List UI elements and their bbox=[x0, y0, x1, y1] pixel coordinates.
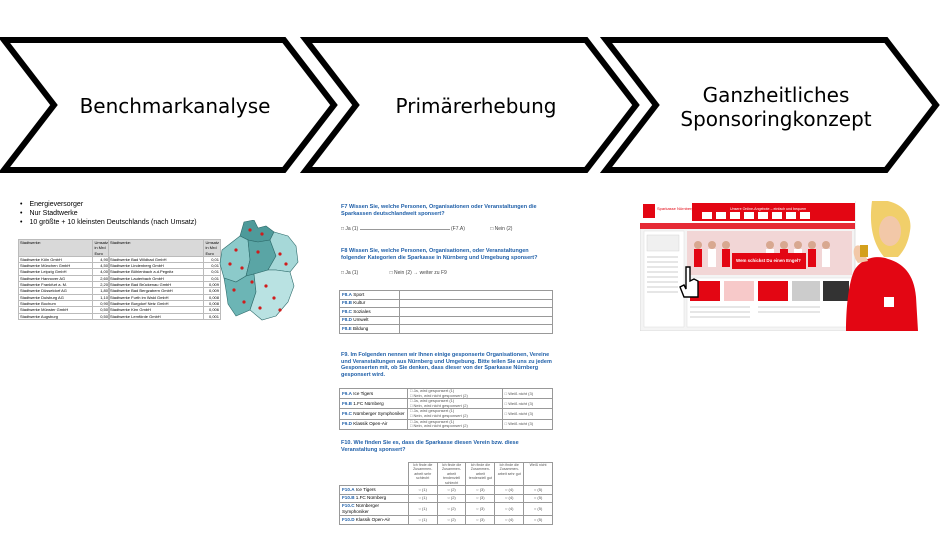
revenue-cell: 0,001 bbox=[204, 313, 221, 319]
revenue-cell: 1,10 bbox=[93, 294, 110, 300]
utility-name-cell: Stadtwerke Bad Bergzabern GmbH bbox=[109, 288, 204, 294]
f10-item-cell bbox=[340, 494, 409, 503]
f7-answer-line[interactable] bbox=[360, 229, 450, 230]
f9-no-option[interactable]: □ Nein, wird nicht gesponsert (2) bbox=[410, 412, 468, 418]
table-row bbox=[340, 516, 553, 525]
utility-name-cell: Stadtwerke Burgdorf Netz GmbH bbox=[109, 300, 204, 306]
f9-sponsor-table bbox=[339, 388, 553, 430]
chevron-label-1-line-1: Benchmarkanalyse bbox=[79, 94, 271, 118]
chevron-label-2-line-1: Primärerhebung bbox=[395, 94, 557, 118]
f9-no-option[interactable]: □ Nein, wird nicht gesponsert (2) bbox=[410, 423, 468, 429]
utility-name-cell: Stadtwerke Bochum bbox=[19, 300, 93, 306]
utility-name-cell: Stadtwerke Bad Brückenau GmbH bbox=[109, 282, 204, 288]
f10-rating-radio[interactable]: ○ (3) bbox=[466, 486, 495, 495]
f10-rating-radio[interactable]: ○ (1) bbox=[408, 516, 437, 525]
f8-code: F8.A bbox=[342, 291, 352, 297]
f9-code: F9.A bbox=[342, 390, 352, 396]
f9-dont-know-option[interactable]: □ Weiß nicht (3) bbox=[502, 409, 552, 419]
f10-rating-radio[interactable]: ○ (5) bbox=[524, 516, 553, 525]
f10-item-cell bbox=[340, 503, 409, 516]
content-teasers bbox=[690, 281, 849, 301]
hero-headline: Wem schickst Du einen Engel? bbox=[736, 258, 801, 263]
germany-map-west bbox=[220, 236, 250, 282]
table-row bbox=[340, 486, 553, 495]
utility-name-cell: Stadtwerke Frankfurt a. M. bbox=[19, 282, 93, 288]
revenue-cell: 0,50 bbox=[93, 313, 110, 319]
utility-name-cell: Stadtwerke Düsseldorf AG bbox=[19, 288, 93, 294]
utility-name-cell: Stadtwerke Lindenberg GmbH bbox=[109, 263, 204, 269]
chevron-label-3 bbox=[666, 83, 886, 131]
table-header: Stadtwerke: bbox=[109, 240, 204, 257]
table-header: Ich finde die Zusammen-arbeit sehr schlecht bbox=[408, 463, 437, 486]
f10-item-label: 1.FC Nürnberg bbox=[355, 495, 387, 501]
f9-sponsor-label: 1.FC Nürnberg bbox=[353, 400, 384, 406]
sparkasse-website-screenshot bbox=[640, 201, 920, 331]
question-f8: F8 Wissen Sie, welche Personen, Organisationen, oder Veranstaltungen folgender Kategorien die Sparkasse in Nürnberg und Umgebung sponsert? bbox=[341, 248, 538, 261]
f7-code: (F7.A) bbox=[450, 226, 465, 232]
question-f9: F9. Im Folgenden nennen wir Ihnen einige gesponserte Organisationen, Vereine und Veranstaltungen aus Nürnberg und Umgebung. Bitte teilen Sie uns zu jedem Gesponserten mit, ob Sie denken, dass dieser von der Sparkasse Nürnberg gesponsert wird. bbox=[341, 352, 552, 378]
revenue-cell: 0,01 bbox=[204, 275, 221, 281]
f7-yes-option[interactable]: □ Ja (1) bbox=[341, 226, 359, 232]
f8-answer-cell[interactable] bbox=[400, 325, 553, 334]
f9-dont-know-option[interactable]: □ Weiß nicht (3) bbox=[502, 389, 552, 399]
chevron-label-1 bbox=[70, 94, 280, 118]
logo-box bbox=[643, 204, 655, 218]
f10-rating-radio[interactable]: ○ (4) bbox=[495, 494, 524, 503]
table-row bbox=[340, 389, 553, 399]
utility-name-cell: Stadtwerke Hannover AG bbox=[19, 275, 93, 281]
chevron-label-3-line-1: Ganzheitliches bbox=[702, 83, 850, 107]
website-thumbnail bbox=[640, 201, 920, 331]
f8-category-cell bbox=[340, 316, 400, 325]
revenue-cell: 4,00 bbox=[93, 269, 110, 275]
f8-category-label: Kultur bbox=[353, 300, 366, 306]
question-f10: F10. Wie finden Sie es, dass die Sparkasse diesen Verein bzw. diese Veranstaltung sponsert? bbox=[341, 440, 519, 453]
revenue-cell: 4,50 bbox=[93, 263, 110, 269]
largest-utilities-table bbox=[18, 239, 110, 320]
f10-rating-radio[interactable]: ○ (2) bbox=[437, 503, 466, 516]
f8-answer-cell[interactable] bbox=[400, 308, 553, 317]
f9-sponsor-cell bbox=[340, 419, 408, 429]
banner-text: Unsere Online-Angebote – einfach und bequem bbox=[730, 207, 807, 211]
f9-dont-know-option[interactable]: □ Weiß nicht (3) bbox=[502, 399, 552, 409]
f9-yes-no-cell bbox=[408, 389, 503, 399]
table-header: Ich finde die Zusammen-arbeit tendenziell gut bbox=[466, 463, 495, 486]
revenue-cell: 0,50 bbox=[93, 307, 110, 313]
f10-rating-radio[interactable]: ○ (4) bbox=[495, 503, 524, 516]
f10-code: F10.B bbox=[342, 495, 355, 501]
revenue-cell: 0,01 bbox=[204, 269, 221, 275]
table-header-row bbox=[19, 240, 110, 257]
f9-sponsor-label: Ice Tigers bbox=[353, 390, 374, 396]
angel-woman-figure bbox=[846, 201, 918, 331]
table-row bbox=[340, 316, 553, 325]
utility-name-cell: Stadtwerke Duisburg AG bbox=[19, 294, 93, 300]
f10-rating-radio[interactable]: ○ (4) bbox=[495, 516, 524, 525]
revenue-cell: 0,008 bbox=[204, 300, 221, 306]
f8-code: F8.D bbox=[342, 317, 352, 323]
f9-no-option[interactable]: □ Nein, wird nicht gesponsert (2) bbox=[410, 392, 468, 398]
f8-code: F8.B bbox=[342, 300, 352, 306]
process-chevrons bbox=[0, 0, 944, 180]
f10-rating-radio[interactable]: ○ (5) bbox=[524, 486, 553, 495]
utility-name-cell: Stadtwerke Leipzig GmbH bbox=[19, 269, 93, 275]
f9-code: F9.D bbox=[342, 421, 352, 427]
f9-sponsor-cell bbox=[340, 389, 408, 399]
f10-item-label: Nürnberger Symphoniker bbox=[342, 503, 380, 515]
f10-rating-radio[interactable]: ○ (5) bbox=[524, 494, 553, 503]
benchmark-bullets bbox=[20, 200, 197, 227]
f10-code: F10.D bbox=[342, 516, 355, 522]
f10-rating-radio[interactable]: ○ (2) bbox=[437, 494, 466, 503]
chevron-label-2 bbox=[370, 94, 582, 118]
utility-name-cell: Stadtwerke Augsburg bbox=[19, 313, 93, 319]
table-row bbox=[340, 503, 553, 516]
f9-yes-no-cell bbox=[408, 409, 503, 419]
utility-name-cell: Stadtwerke München GmbH bbox=[19, 263, 93, 269]
f9-yes-option[interactable]: □ Ja, wird gesponsert (1) bbox=[410, 418, 455, 424]
utility-name-cell: Stadtwerke Kirn GmbH bbox=[109, 307, 204, 313]
revenue-cell: 0,90 bbox=[93, 300, 110, 306]
f7-answer-row bbox=[341, 226, 512, 232]
f8-yes-option[interactable]: □ Ja (1) bbox=[341, 270, 359, 276]
f10-rating-radio[interactable]: ○ (3) bbox=[466, 516, 495, 525]
f10-rating-radio[interactable]: ○ (1) bbox=[408, 494, 437, 503]
table-row bbox=[340, 399, 553, 409]
f10-item-label: Ice Tigers bbox=[355, 486, 376, 492]
f8-answer-cell[interactable] bbox=[400, 299, 553, 308]
table-row bbox=[340, 409, 553, 419]
chevron-label-3-line-2: Sponsoringkonzept bbox=[680, 107, 872, 131]
table-row bbox=[340, 419, 553, 429]
f8-answer-cell[interactable] bbox=[400, 291, 553, 300]
f9-sponsor-label: Klassik Open-Air bbox=[353, 421, 388, 427]
revenue-cell: 0,009 bbox=[204, 288, 221, 294]
f9-sponsor-cell bbox=[340, 409, 408, 419]
nav-strip bbox=[640, 223, 855, 229]
table-header-row bbox=[109, 240, 221, 257]
f8-answer-row bbox=[341, 270, 447, 276]
benchmark-panel bbox=[14, 200, 304, 340]
login-box bbox=[647, 235, 679, 251]
table-header: Ich finde die Zusammen-arbeit sehr gut bbox=[495, 463, 524, 486]
germany-map-image bbox=[214, 220, 302, 326]
utility-name-cell: Stadtwerke Lemförde GmbH bbox=[109, 313, 204, 319]
table-row bbox=[340, 299, 553, 308]
f8-category-table bbox=[339, 290, 553, 334]
f9-yes-option[interactable]: □ Ja, wird gesponsert (1) bbox=[410, 398, 455, 404]
utility-name-cell: Stadtwerke Furth im Wald GmbH bbox=[109, 294, 204, 300]
f10-code: F10.C bbox=[342, 503, 355, 509]
germany-map-south-east bbox=[250, 270, 294, 320]
f8-category-cell bbox=[340, 308, 400, 317]
table-row bbox=[340, 291, 553, 300]
revenue-cell: 0,01 bbox=[204, 263, 221, 269]
f8-answer-cell[interactable] bbox=[400, 316, 553, 325]
f9-code: F9.C bbox=[342, 410, 352, 416]
f8-code: F8.C bbox=[342, 308, 352, 314]
table-header: Umsatz in Mrd Euro bbox=[94, 240, 108, 256]
f8-category-label: Bildung bbox=[352, 325, 369, 331]
revenue-cell: 0,006 bbox=[204, 307, 221, 313]
table-row bbox=[109, 313, 221, 319]
smallest-utilities-table bbox=[108, 239, 221, 320]
f10-rating-radio[interactable]: ○ (5) bbox=[524, 503, 553, 516]
f9-yes-option[interactable]: □ Ja, wird gesponsert (1) bbox=[410, 388, 455, 393]
revenue-cell: 0,009 bbox=[204, 282, 221, 288]
f10-code: F10.A bbox=[342, 486, 355, 492]
table-row bbox=[19, 313, 110, 319]
utility-name-cell: Stadtwerke Münster GmbH bbox=[19, 307, 93, 313]
brand-text: Sparkasse Nürnberg bbox=[657, 206, 694, 211]
f10-rating-radio[interactable]: ○ (3) bbox=[466, 503, 495, 516]
utility-name-cell: Stadtwerke Bad Wildbad GmbH bbox=[109, 256, 204, 262]
f8-category-label: Sport bbox=[353, 291, 365, 297]
f9-code: F9.B bbox=[342, 400, 352, 406]
revenue-cell: 0,008 bbox=[204, 294, 221, 300]
revenue-cell: 2,20 bbox=[93, 282, 110, 288]
revenue-cell: 4,90 bbox=[93, 256, 110, 262]
utility-name-cell: Stadtwerke Lauterbach GmbH bbox=[109, 275, 204, 281]
utility-name-cell: Stadtwerke Köln GmbH bbox=[19, 256, 93, 262]
revenue-cell: 2,60 bbox=[93, 275, 110, 281]
f8-category-cell bbox=[340, 291, 400, 300]
f10-item-cell bbox=[340, 486, 409, 495]
revenue-cell: 1,80 bbox=[93, 288, 110, 294]
f10-item-label: Klassik Open-Air bbox=[355, 516, 391, 522]
f10-rating-radio[interactable]: ○ (2) bbox=[437, 486, 466, 495]
bullet-item: • Nur Stadtwerke bbox=[20, 209, 197, 218]
revenue-cell: 0,01 bbox=[204, 256, 221, 262]
f8-category-cell bbox=[340, 325, 400, 334]
f8-category-cell bbox=[340, 299, 400, 308]
bullet-item: • 10 größte + 10 kleinsten Deutschlands (nach Umsatz) bbox=[20, 218, 197, 227]
f9-yes-no-cell bbox=[408, 419, 503, 429]
f10-item-cell bbox=[340, 516, 409, 525]
f7-no-option[interactable]: □ Nein (2) bbox=[490, 226, 513, 232]
table-header: Stadtwerke: bbox=[19, 240, 93, 257]
f9-yes-option[interactable]: □ Ja, wird gesponsert (1) bbox=[410, 408, 455, 414]
f8-code: F8.E bbox=[342, 325, 352, 331]
f8-no-option[interactable]: □ Nein (2) → weiter zu F9 bbox=[389, 270, 447, 276]
f10-rating-radio[interactable]: ○ (1) bbox=[408, 486, 437, 495]
table-header-row bbox=[340, 463, 553, 486]
table-header: Weiß nicht bbox=[524, 463, 553, 486]
f10-rating-radio[interactable]: ○ (2) bbox=[437, 516, 466, 525]
table-row bbox=[340, 494, 553, 503]
f8-category-label: Soziales bbox=[353, 308, 371, 314]
f10-rating-radio[interactable]: ○ (1) bbox=[408, 503, 437, 516]
f8-category-label: Umwelt bbox=[353, 317, 369, 323]
f10-rating-radio[interactable]: ○ (3) bbox=[466, 494, 495, 503]
bullet-item: • Energieversorger bbox=[20, 200, 197, 209]
f10-rating-radio[interactable]: ○ (4) bbox=[495, 486, 524, 495]
table-header: Ich finde die Zusammen-arbeit tendenziell schlecht bbox=[437, 463, 466, 486]
f10-rating-table bbox=[339, 462, 553, 525]
utility-name-cell: Stadtwerke Böhlenbach a.d.Pegnitz bbox=[109, 269, 204, 275]
f9-yes-no-cell bbox=[408, 399, 503, 409]
f9-no-option[interactable]: □ Nein, wird nicht gesponsert (2) bbox=[410, 402, 468, 408]
table-row bbox=[340, 308, 553, 317]
questionnaire-panel bbox=[335, 200, 560, 530]
f9-dont-know-option[interactable]: □ Weiß nicht (3) bbox=[502, 419, 552, 429]
question-f7: F7 Wissen Sie, welche Personen, Organisationen oder Veranstaltungen die Sparkassen deutschlandweit sponsert? bbox=[341, 204, 537, 217]
table-header: Umsatz in Mrd Euro bbox=[205, 240, 219, 256]
table-row bbox=[340, 325, 553, 334]
f9-sponsor-label: Nürnberger Symphoniker bbox=[353, 410, 405, 416]
f9-sponsor-cell bbox=[340, 399, 408, 409]
